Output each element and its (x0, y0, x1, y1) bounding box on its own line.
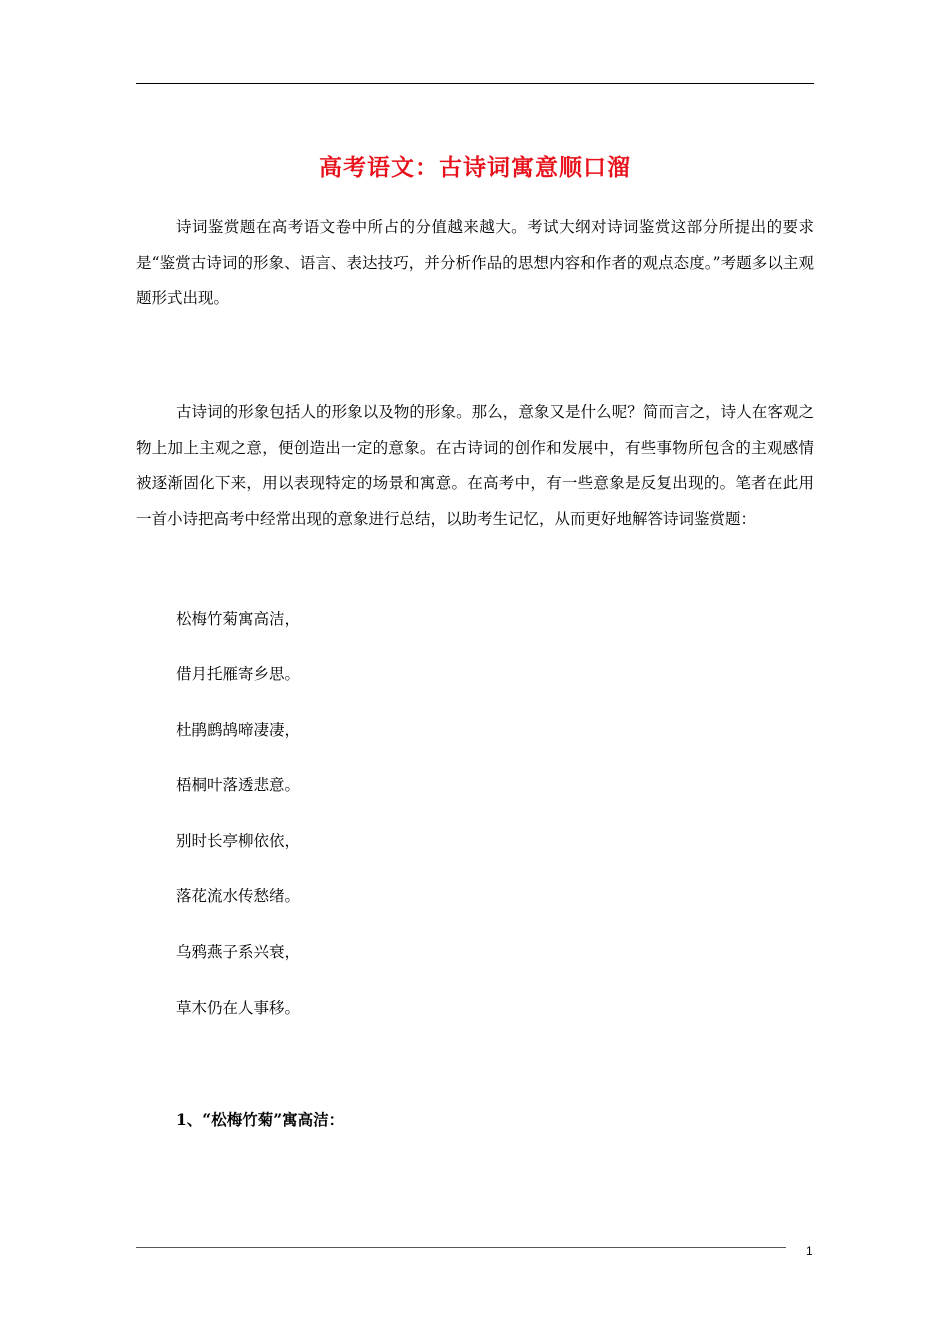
poem-line: 乌鸦燕子系兴衰， (176, 943, 301, 961)
header-rule (136, 83, 814, 84)
poem-line: 梧桐叶落透悲意。 (176, 776, 301, 794)
poem-line: 落花流水传愁绪。 (176, 887, 301, 905)
poem-line: 松梅竹菊寓高洁， (176, 610, 301, 628)
poem-line: 别时长亭柳依依， (176, 832, 301, 850)
document-title: 高考语文：古诗词寓意顺口溜 (319, 154, 631, 181)
intro-paragraph: 诗词鉴赏题在高考语文卷中所占的分值越来越大。考试大纲对诗词鉴赏这部分所提出的要求是“鉴赏古诗词的形象、语言、表达技巧，并分析作品的思想内容和作者的观点态度。”考题多以主观题形式出现。 (136, 218, 814, 307)
poem-line: 草木仍在人事移。 (176, 999, 301, 1017)
page-number: 1 (806, 1244, 813, 1258)
poem-line: 借月托雁寄乡思。 (176, 665, 301, 683)
footer-rule (136, 1247, 786, 1248)
section-heading: 1、“松梅竹菊”寓高洁： (176, 1110, 345, 1129)
imagery-paragraph: 古诗词的形象包括人的形象以及物的形象。那么，意象又是什么呢？简而言之，诗人在客观之物上加上主观之意，便创造出一定的意象。在古诗词的创作和发展中，有些事物所包含的主观感情被逐渐固化下来，用以表现特定的场景和寓意。在高考中，有一些意象是反复出现的。笔者在此用一首小诗把高考中经常出现的意象进行总结，以助考生记忆，从而更好地解答诗词鉴赏题： (136, 403, 814, 528)
poem-line: 杜鹃鹧鸪啼凄凄， (176, 721, 301, 739)
